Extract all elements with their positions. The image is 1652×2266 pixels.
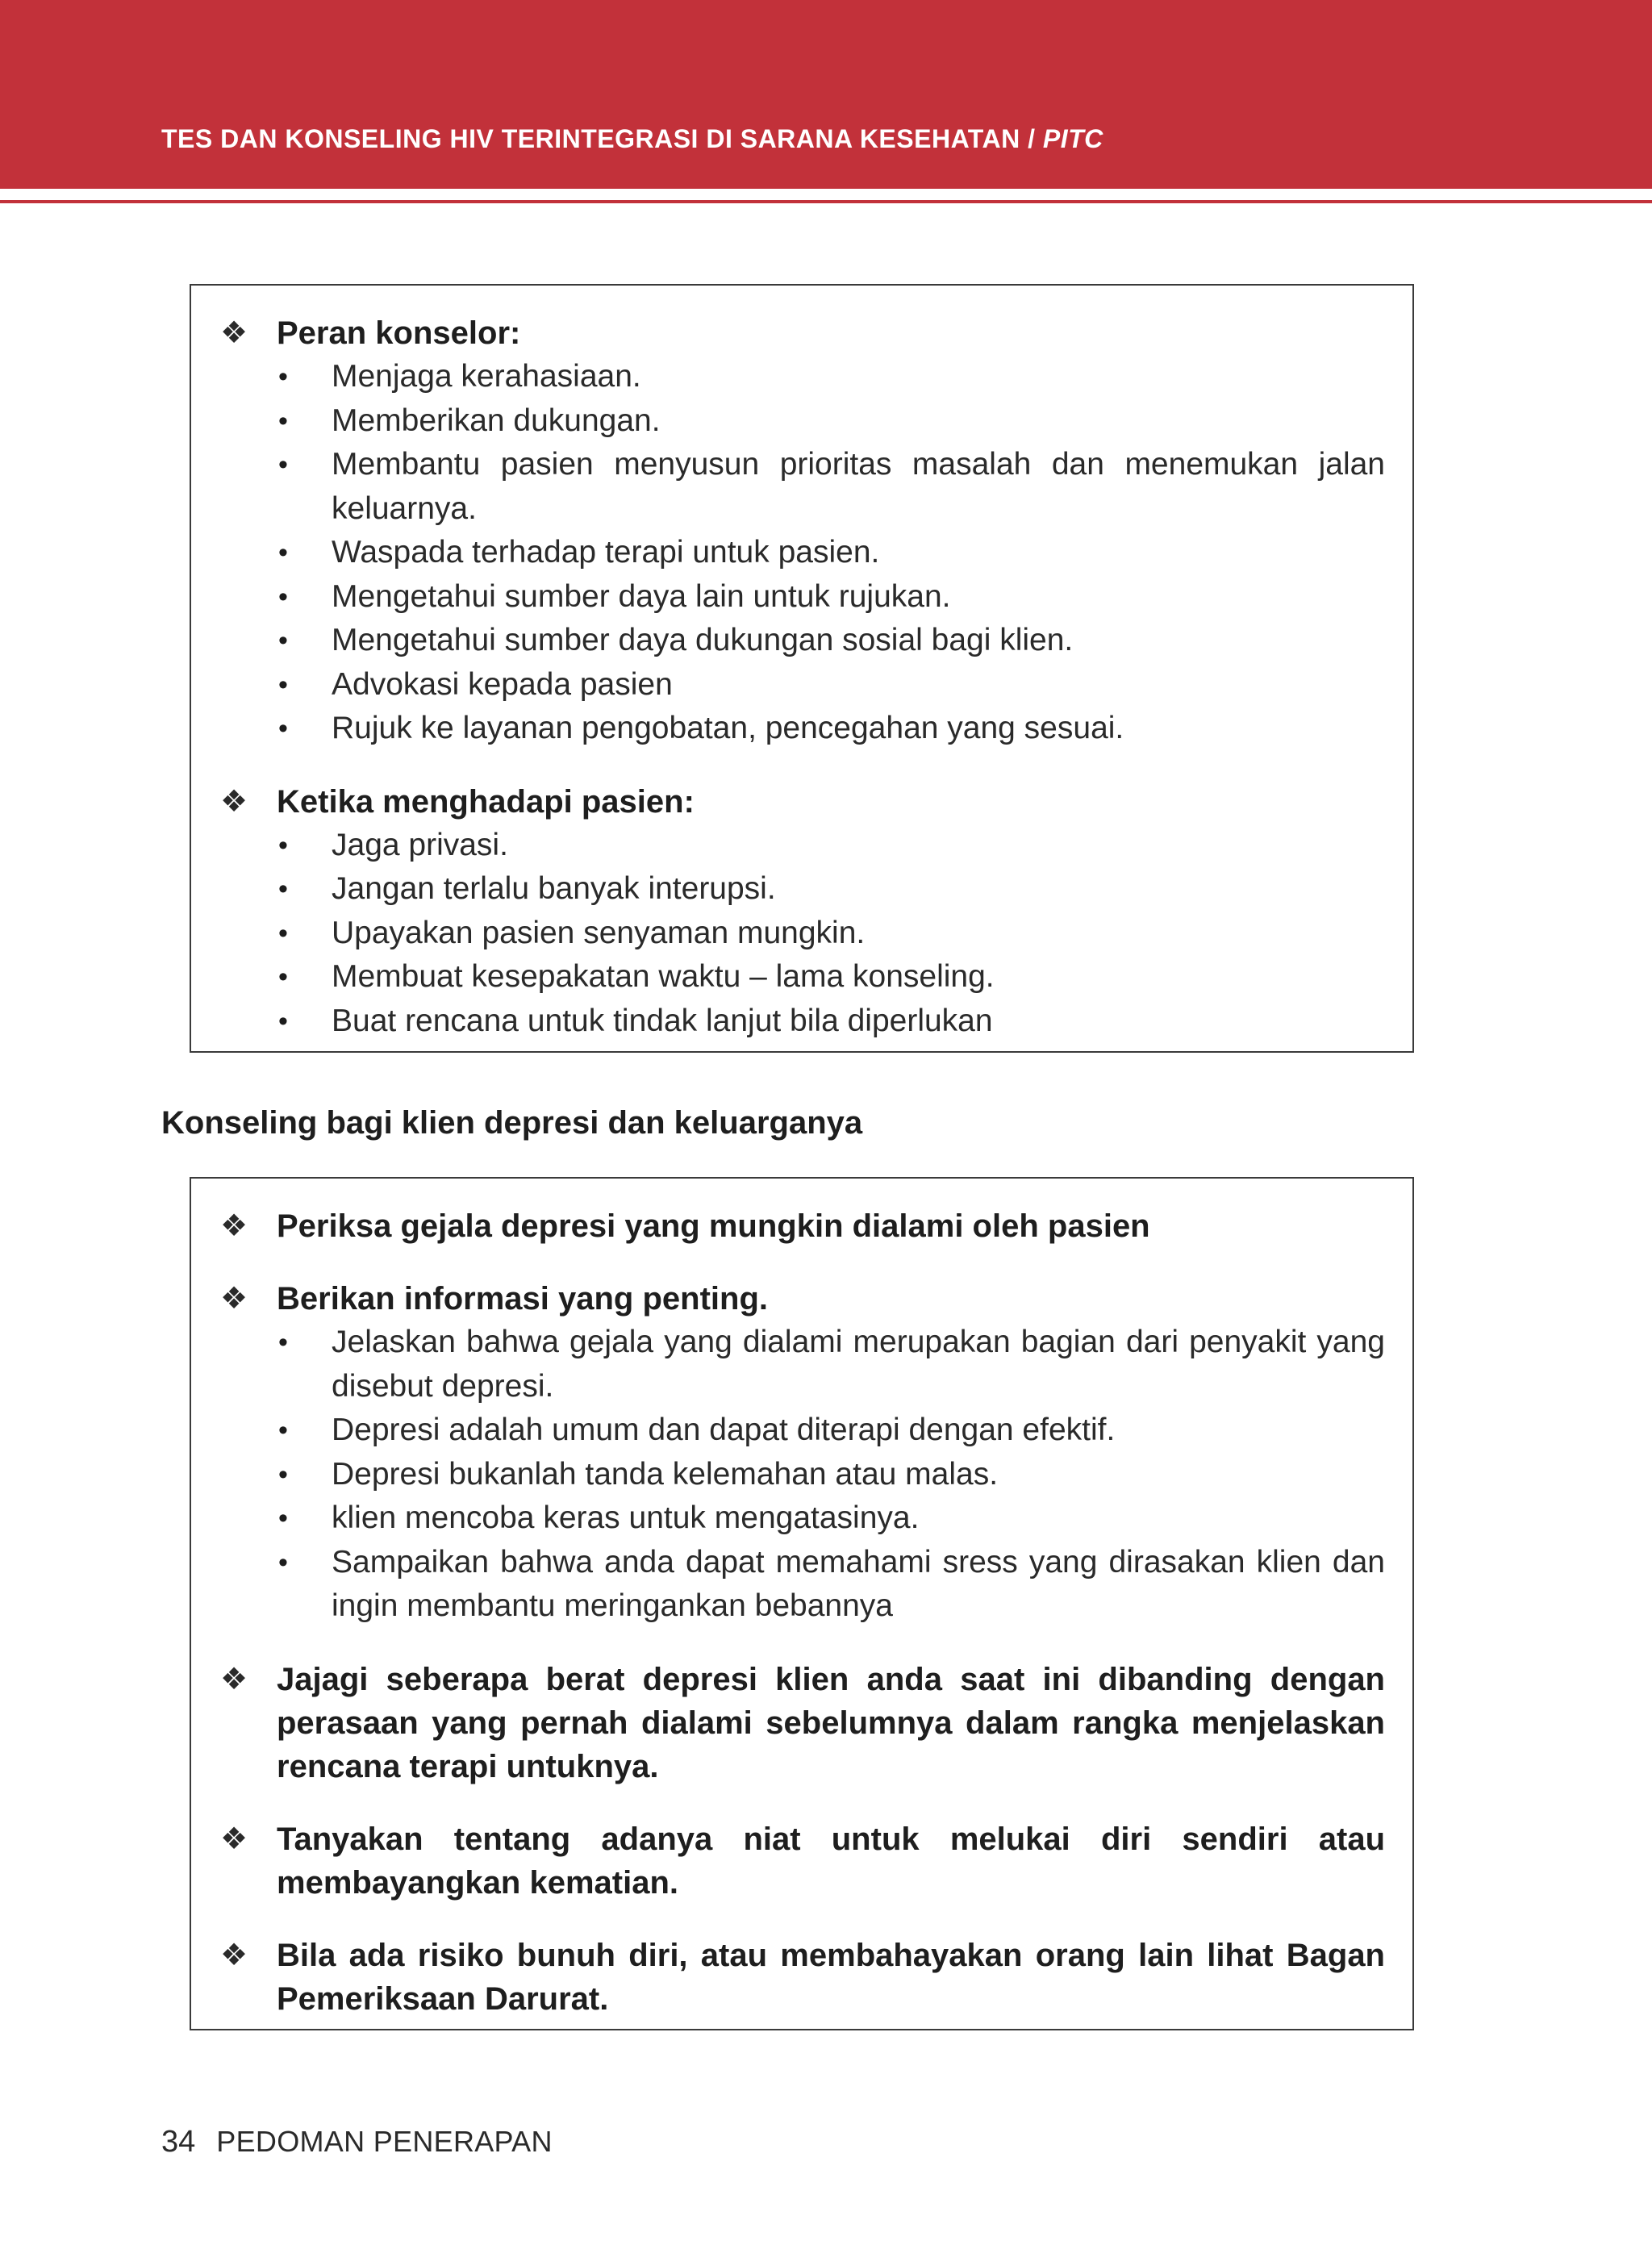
section-header xyxy=(219,1934,1385,2021)
round-bullet-icon: • xyxy=(278,1546,288,1578)
list-item xyxy=(275,912,1385,956)
box-section xyxy=(219,1817,1385,1905)
list-item-text: Menjaga kerahasiaan. xyxy=(332,359,641,394)
depression-counseling-box xyxy=(190,1177,1414,2030)
list-item-text: Membantu pasien menyusun prioritas masalah dan menemukan jalan keluarnya. xyxy=(332,447,1385,526)
box-section xyxy=(219,1658,1385,1788)
list-item xyxy=(275,399,1385,444)
diamond-bullet-icon: ❖ xyxy=(220,316,248,350)
round-bullet-icon: • xyxy=(278,874,288,904)
section-header xyxy=(219,780,1385,824)
section-header xyxy=(219,1817,1385,1905)
list-item-text: Waspada terhadap terapi untuk pasien. xyxy=(332,535,880,570)
list-item xyxy=(275,867,1385,912)
round-bullet-icon: • xyxy=(278,669,288,700)
round-bullet-icon: • xyxy=(278,361,288,392)
round-bullet-icon: • xyxy=(278,625,288,656)
section-header xyxy=(219,1658,1385,1788)
counselor-role-box xyxy=(190,284,1414,1053)
list-item-text: Sampaikan bahwa anda dapat memahami sress yang dirasakan klien dan ingin membantu meringankan bebannya xyxy=(332,1544,1385,1623)
list-item-text: Memberikan dukungan. xyxy=(332,403,661,438)
round-bullet-icon: • xyxy=(278,405,288,436)
list-item-text: Rujuk ke layanan pengobatan, pencegahan yang sesuai. xyxy=(332,711,1124,745)
list-item xyxy=(275,1541,1385,1629)
round-bullet-icon: • xyxy=(278,1459,288,1490)
footer-title: PEDOMAN PENERAPAN xyxy=(216,2125,553,2158)
list-item-text: Buat rencana untuk tindak lanjut bila diperlukan xyxy=(332,1003,993,1038)
header-rule xyxy=(0,200,1652,203)
bullet-list xyxy=(219,355,1385,751)
section-header xyxy=(219,1204,1385,1248)
bullet-list xyxy=(219,824,1385,1044)
box-section xyxy=(219,1934,1385,2021)
page-number: 34 xyxy=(161,2125,196,2159)
section-title: Jajagi seberapa berat depresi klien anda saat ini dibanding dengan perasaan yang pernah dialami sebelumnya dalam rangka menjelaskan rencana terapi untuknya. xyxy=(277,1661,1385,1784)
round-bullet-icon: • xyxy=(278,537,288,568)
list-item xyxy=(275,824,1385,868)
diamond-bullet-icon: ❖ xyxy=(220,1938,248,1972)
round-bullet-icon: • xyxy=(278,829,288,861)
round-bullet-icon: • xyxy=(278,917,288,949)
round-bullet-icon: • xyxy=(278,962,288,992)
list-item xyxy=(275,531,1385,575)
list-item-text: Jangan terlalu banyak interupsi. xyxy=(332,871,776,906)
round-bullet-icon: • xyxy=(278,1415,288,1446)
round-bullet-icon: • xyxy=(278,581,288,612)
list-item-text: Mengetahui sumber daya dukungan sosial bagi klien. xyxy=(332,623,1074,657)
box-section xyxy=(219,311,1385,751)
section-header xyxy=(219,311,1385,355)
list-item-text: Depresi adalah umum dan dapat diterapi dengan efektif. xyxy=(332,1413,1116,1447)
diamond-bullet-icon: ❖ xyxy=(220,1822,248,1856)
list-item xyxy=(275,955,1385,999)
list-item xyxy=(275,443,1385,531)
diamond-bullet-icon: ❖ xyxy=(220,1662,248,1696)
list-item xyxy=(275,707,1385,751)
section-title: Tanyakan tentang adanya niat untuk melukai diri sendiri atau membayangkan kematian. xyxy=(277,1821,1385,1901)
diamond-bullet-icon: ❖ xyxy=(220,1209,248,1243)
round-bullet-icon: • xyxy=(278,449,288,480)
running-header xyxy=(161,124,1103,154)
list-item-text: Membuat kesepakatan waktu – lama konseling. xyxy=(332,959,995,994)
list-item-text: Jelaskan bahwa gejala yang dialami merupakan bagian dari penyakit yang disebut depresi. xyxy=(332,1325,1385,1404)
list-item-text: Jaga privasi. xyxy=(332,827,508,862)
list-item-text: Advokasi kepada pasien xyxy=(332,666,673,702)
diamond-bullet-icon: ❖ xyxy=(220,784,248,819)
list-item-text: Mengetahui sumber daya lain untuk rujukan. xyxy=(332,578,951,614)
box-section xyxy=(219,1277,1385,1629)
list-item-text: Upayakan pasien senyaman mungkin. xyxy=(332,915,866,950)
running-header-main: TES DAN KONSELING HIV TERINTEGRASI DI SARANA KESEHATAN / xyxy=(161,124,1043,153)
list-item xyxy=(275,619,1385,663)
list-item xyxy=(275,1321,1385,1408)
section-subheading: Konseling bagi klien depresi dan keluarganya xyxy=(161,1105,863,1141)
list-item xyxy=(275,1408,1385,1453)
list-item xyxy=(275,999,1385,1044)
page-footer xyxy=(161,2125,553,2160)
round-bullet-icon: • xyxy=(278,713,288,744)
list-item-text: klien mencoba keras untuk mengatasinya. xyxy=(332,1500,920,1535)
diamond-bullet-icon: ❖ xyxy=(220,1282,248,1316)
list-item xyxy=(275,1496,1385,1541)
section-title: Ketika menghadapi pasien: xyxy=(277,783,695,820)
list-item xyxy=(275,663,1385,707)
section-title: Bila ada risiko bunuh diri, atau membahayakan orang lain lihat Bagan Pemeriksaan Darurat. xyxy=(277,1937,1385,2017)
list-item xyxy=(275,1453,1385,1497)
bullet-list xyxy=(219,1321,1385,1629)
list-item xyxy=(275,575,1385,620)
running-header-italic: PITC xyxy=(1042,124,1103,153)
round-bullet-icon: • xyxy=(278,1005,288,1037)
list-item-text: Depresi bukanlah tanda kelemahan atau malas. xyxy=(332,1456,999,1492)
round-bullet-icon: • xyxy=(278,1503,288,1534)
list-item xyxy=(275,355,1385,399)
section-header xyxy=(219,1277,1385,1321)
box-section xyxy=(219,1204,1385,1248)
round-bullet-icon: • xyxy=(278,1327,288,1358)
section-title: Berikan informasi yang penting. xyxy=(277,1281,769,1317)
section-title: Periksa gejala depresi yang mungkin dialami oleh pasien xyxy=(277,1208,1150,1244)
section-title: Peran konselor: xyxy=(277,315,521,351)
box-section xyxy=(219,780,1385,1044)
header-band xyxy=(0,0,1652,189)
